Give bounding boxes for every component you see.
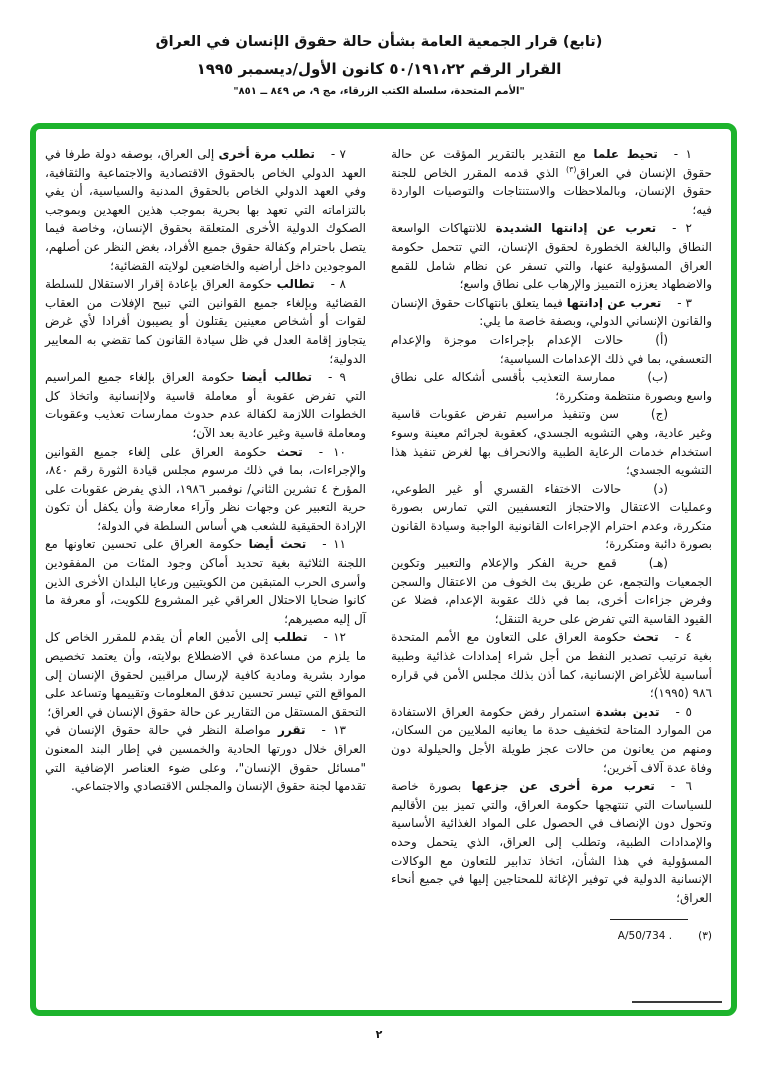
sub-paragraph-c: (ج)سن وتنفيذ مراسيم تفرض عقوبات قاسية وغير عادية، وهي التشويه الجسدي، كعقوبة لجرائم معينة وسوء استخدام خدمات الرعاية الطبية والانحراف بها لغرض تنفيذ هذا التشويه الجسدي؛ (391, 407, 712, 478)
scan-artifact-line (632, 1001, 722, 1003)
footnote-text: A/50/734 . (617, 930, 673, 943)
operative-paragraph-10: ١٠ -تحث حكومة العراق على إلغاء جميع القوانين والإجراءات، بما في ذلك مرسوم مجلس قيادة الثورة رقم ٨٤٠، المؤرخ ٤ تشرين الثاني/ نوفمبر ١٩٨٦، الذي يفرض عقوبات على حرية التعبير عن وجهات نظر وآراء معارضة وأن يكفل أن تكون الإرادة الحقيقية للشعب هي أساس السلطة في الدولة؛ (45, 444, 367, 533)
page-number: ٢ (375, 1028, 383, 1041)
paragraph-number: ٦ - (670, 779, 692, 794)
resolution-number-line: القرار الرقم ٥٠/١٩١،٢٢ كانون الأول/ديسمبر ١٩٩٥ (196, 60, 562, 78)
document-title: (تابع) قرار الجمعية العامة بشأن حالة حقوق الإنسان في العراق (155, 34, 603, 50)
operative-paragraph-7: ٧ -تطلب مرة أخرى إلى العراق، بوصفه دولة طرفا في العهد الدولي الخاص بالحقوق الاقتصادية والاجتماعية والثقافية، وفي العهد الدولي الخاص بالحقوق المدنية والسياسية، أن يفي بالتزاماته التي تعهد بها بحرية بموجب هذين العهدين وبموجب الصكوك الدولية الأخرى المتعلقة بحقوق الإنسان، وخاصة فيما يتصل باحترام وكفالة حقوق جميع الأفراد، بغض النظر عن أصلهم، الموجودين داخل أراضيه والخاضعين لولايته القضائية؛ (45, 147, 366, 273)
document-header (0, 34, 758, 97)
sub-paragraph-a: (أ)حالات الإعدام بإجراءات موجزة والإعدام التعسفي، بما في ذلك الإعدامات السياسية؛ (391, 332, 712, 366)
footnote-marker: (٣) (698, 930, 712, 943)
paragraph-number: ١٢ - (323, 630, 346, 645)
two-column-layout (36, 129, 731, 946)
paragraph-number: ٨ - (330, 277, 346, 292)
operative-paragraph-13: ١٣ -تقرر مواصلة النظر في حالة حقوق الإنسان في العراق خلال دورتها الحادية والخمسين في إطار البند المعنون "مسائل حقوق الإنسان"، وعلى ضوء العناصر الإضافية التي تقدمها لجنة حقوق الإنسان والمجلس الاقتصادي والاجتماعي. (45, 723, 366, 794)
operative-paragraph-6: ٦ -تعرب مرة أخرى عن جزعها بصورة خاصة للسياسات التي تنتهجها حكومة العراق، والتي تميز بين الأقاليم وتحول دون الإنصاف في الحصول على المواد الغذائية الأساسية والإمدادات الطبية، وتطلب إلى العراق، الذي يتحمل وحده المسؤولية في هذا الشأن، اتخاذ تدابير للتعاون مع الوكالات الإنسانية الدولية في توفير الإغاثة للمحتاجين إليها في جميع أنحاء العراق؛ (391, 779, 712, 905)
sub-paragraph-d: (د)حالات الاختفاء القسري أو غير الطوعي، وعمليات الاعتقال والاحتجاز التعسفيين التي تمارس بصورة متكررة، وعدم احترام الإجراءات القانونية الواجبة وسيادة القانون بصورة دائبة ومتكررة؛ (391, 481, 712, 552)
operative-paragraph-9: ٩ -تطالب أيضا حكومة العراق بإلغاء جميع المراسيم التي تفرض عقوبة أو معاملة قاسية ولاإنسانية واتخاذ كل الخطوات اللازمة لكفالة عدم حدوث ممارسات تعذيب وعقوبات ومعاملة قاسية وغير عادية بعد الآن؛ (45, 370, 366, 440)
paragraph-number: ١٣ - (321, 723, 346, 738)
operative-paragraph-4: ٤ -تحث حكومة العراق على التعاون مع الأمم المتحدة بغية ترتيب تصدير النفط من أجل شراء إمدادات غذائية وطبية أساسية للأغراض الإنسانية، كما أذن بذلك مجلس الأمن في قراره ٩٨٦ (١٩٩٥)؛ (391, 630, 712, 701)
operative-paragraph-8: ٨ -تطالب حكومة العراق بإعادة إقرار الاستقلال للسلطة القضائية وبإلغاء جميع القوانين التي تبيح الإفلات من العقاب لقوات أو أشخاص معينين يقتلون أو يصيبون أفرادا لأي غرض يتجاوز إقامة العدل في ظل سيادة القانون كما تقضي به المعايير الدولية؛ (45, 277, 366, 366)
column-left (45, 145, 366, 946)
paragraph-number: ٥ - (675, 704, 692, 719)
operative-paragraph-12: ١٢ -تطلب إلى الأمين العام أن يقدم للمقرر الخاص كل ما يلزم من مساعدة في الاضطلاع بولايته، وأن يعتمد تخصيص موارد بشرية ومادية كافية لإرسال مراقبين لحقوق الإنسان إلى المواقع التي تيسر تحسين تدفق المعلومات وتقييمها وتساعد على التحقق المستقل من التقارير عن حالة حقوق الإنسان في العراق؛ (45, 630, 366, 719)
operative-paragraph-5: ٥ -تدين بشدة استمرار رفض حكومة العراق الاستفادة من الموارد المتاحة لتخفيف حدة ما يعانيه الملايين من السكان، ومنهم من يعانون من حالات عجز طويلة الأجل والحيلولة دون وفاة عدة آلاف آخرين؛ (391, 704, 712, 775)
footnote-rule (610, 919, 688, 920)
paragraph-number: ٧ - (330, 147, 346, 161)
column-right (391, 145, 712, 946)
operative-paragraph-1: ١ -تحيط علما مع التقدير بالتقرير المؤقت عن حالة حقوق الإنسان في العراق$^{(٣)}$ الذي قدمه المقرر الخاص للجنة حقوق الإنسان، وبالملاحظات والاستنتاجات والتوصيات الواردة فيه؛ (391, 147, 712, 217)
paragraph-number: ٢ - (672, 221, 692, 236)
paragraph-number: ١٠ - (318, 444, 346, 459)
paragraph-number: ٤ - (674, 630, 692, 645)
footnote (391, 919, 712, 946)
sub-paragraph-marker: (هـ) (648, 556, 668, 571)
operative-paragraph-3: ٣ -تعرب عن إدانتها فيما يتعلق بانتهاكات حقوق الإنسان والقانون الإنساني الدولي، وبصفة خاصة ما يلي: (391, 295, 712, 329)
footnote-reference: (٣) (565, 164, 577, 174)
operative-paragraph-2: ٢ -تعرب عن إدانتها الشديدة للانتهاكات الواسعة النطاق والبالغة الخطورة لحقوق الإنسان، التي تتحمل حكومة العراق المسؤولية عنها، والتي تسفر عن نظام شامل للقمع والاضطهاد يعززه التمييز والإرهاب على نطاق واسع؛ (391, 221, 712, 292)
content-border (30, 123, 737, 1016)
paragraph-number: ٩ - (328, 370, 346, 385)
sub-paragraph-marker: (د) (653, 481, 668, 496)
sub-paragraph-h: (هـ)قمع حرية الفكر والإعلام والتعبير وتكوين الجمعيات والتجمع، عن طريق بث الخوف من الاعتقال والسجن وفرض جزاءات أخرى، بما في ذلك عقوبة الإعدام، فضلا عن القيود القاسية التي تفرض على حرية التنقل؛ (391, 556, 712, 626)
sub-paragraph-marker: (أ) (655, 332, 668, 347)
paragraph-number: ١ - (673, 147, 692, 161)
sub-paragraph-marker: (ب) (647, 370, 668, 385)
source-citation: "الأمم المتحدة، سلسلة الكتب الزرقاء، مج ٩، ص ٨٤٩ ــ ٨٥١" (233, 86, 525, 97)
paragraph-number: ٣ - (677, 295, 692, 310)
operative-paragraph-11: ١١ -تحث أيضا حكومة العراق على تحسين تعاونها مع اللجنة الثلاثية بغية تحديد أماكن وجود المئات من المفقودين وأسرى الحرب المتبقين من الكويتيين ورعايا البلدان الأخرى الذين كانوا ضحايا الاحتلال العراقي غير المشروع للكويت، أو معرفة ما آل إليه مصيرهم؛ (45, 537, 366, 626)
sub-paragraph-b: (ب)ممارسة التعذيب بأقسى أشكاله على نطاق واسع وبصورة منتظمة ومتكررة؛ (391, 370, 712, 403)
paragraph-number: ١١ - (322, 537, 346, 552)
sub-paragraph-marker: (ج) (650, 407, 668, 422)
